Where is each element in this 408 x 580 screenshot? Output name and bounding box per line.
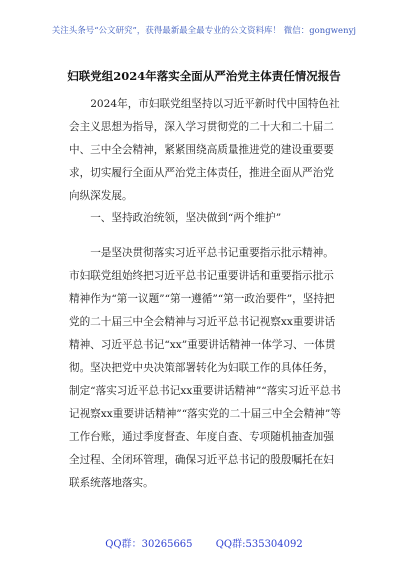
section-heading: 一、坚持政治统领，坚决做到“两个维护”: [90, 212, 282, 224]
footer-qq-group-2: QQ群:535304092: [215, 539, 303, 550]
intro-paragraph: 2024年，市妇联党组坚持以习近平新时代中国特色社会主义思想为指导，深入学习贯彻党的二十大和二十届二中、三中全会精神，紧紧围绕高质量推进党的建设重要要求，切实履行全面从严治党主体责任，推进全面从严治党向纵深发展。: [69, 98, 340, 202]
section-paragraph: 一是坚决贯彻落实习近平总书记重要指示批示精神。市妇联党组始终把习近平总书记重要讲话和重要指示批示精神作为“第一议题”“第一遵循”“第一政治要件”，坚持把党的二十届三中全会精神与习近平总书记视察xx重要讲话精神、习近平总书记“xx”重要讲话精神一体学习、一体贯彻。坚决把党中央决策部署转化为妇联工作的具体任务，制定“落实习近平总书记xx重要讲话精神”“落实习近平总书记视察xx重要讲话精神”“落实党的二十届三中全会精神”等工作台账，通过季度督查、年度自查、专项随机抽查加强全过程、全闭环管理，确保习近平总书记的殷殷嘱托在妇联系统落地落实。: [69, 247, 341, 489]
document-title: 妇联党组2024年落实全面从严治党主体责任情况报告: [67, 69, 341, 83]
footer: [0, 535, 408, 550]
footer-qq-group-1: QQ群：30265665: [105, 539, 193, 550]
header-promo-note: 关注头条号“公文研究”，获得最新最全最专业的公文资料库！ 微信：gongwenyj: [51, 25, 357, 35]
